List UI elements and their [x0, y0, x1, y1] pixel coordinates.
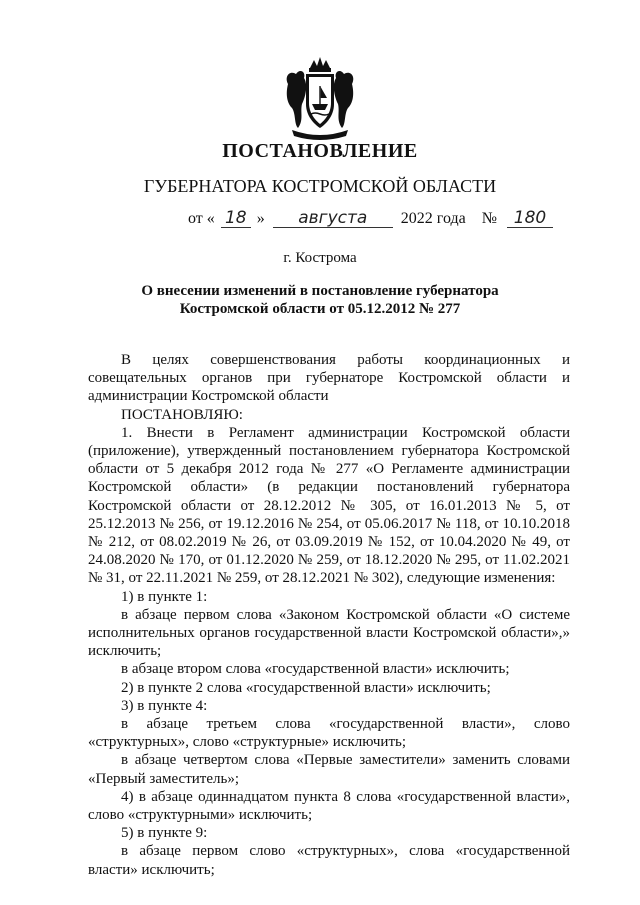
list-item: в абзаце четвертом слова «Первые заместители» заменить словами «Первый заместитель»; — [88, 752, 570, 787]
list-item: в абзаце первом слова «Законом Костромской области «О системе исполнительных органов государственной власти Костромской области»,» исключить; — [88, 606, 570, 660]
document-type-title: ПОСТАНОВЛЕНИЕ — [222, 140, 418, 162]
issuer-title: ГУБЕРНАТОРА КОСТРОМСКОЙ ОБЛАСТИ — [143, 176, 497, 196]
preamble-paragraph: В целях совершенствования работы координационных и совещательных органов при губернаторе Костромской области и администрации Костромской области — [88, 352, 570, 405]
coat-of-arms-emblem — [280, 54, 360, 140]
date-number-line — [188, 210, 553, 228]
subject-line-1: О внесении изменений в постановление губернатора — [141, 283, 499, 299]
list-item: 1) в пункте 1: — [121, 588, 208, 605]
date-prefix: от « — [188, 210, 215, 227]
date-day-handwritten: 18 — [221, 210, 251, 228]
document-number-handwritten: 180 — [507, 210, 553, 228]
list-item: в абзаце первом слово «структурных», слова «государственной власти» исключить; — [88, 843, 570, 878]
list-item: в абзаце втором слова «государственной власти» исключить; — [121, 661, 510, 678]
list-item: 5) в пункте 9: — [121, 825, 208, 842]
resolve-word: ПОСТАНОВЛЯЮ: — [121, 406, 243, 423]
date-month-handwritten: августа — [273, 210, 393, 228]
list-item: 2) в пункте 2 слова «государственной власти» исключить; — [121, 679, 491, 696]
list-item: 4) в абзаце одиннадцатом пункта 8 слова «государственной власти», слово «структурными» исключить; — [88, 788, 570, 824]
subject-heading — [120, 282, 520, 318]
date-close-quote: » — [256, 210, 265, 227]
date-year: 2022 года — [400, 210, 466, 227]
list-item: в абзаце третьем слова «государственной власти», слово «структурных», слово «структурные» исключить; — [88, 716, 570, 751]
subject-line-2: Костромской области от 05.12.2012 № 277 — [179, 301, 461, 317]
paragraph-1: 1. Внести в Регламент администрации Костромской области (приложение), утвержденный постановлением губернатора Костромской области от 5 декабря 2012 года № 277 «О Регламенте администрации Костромской области» (в редакции постановлений губернатора Костромской области от 28.12.2012 № 305, от 16.01.2013 № 5, от 25.12.2013 № 256, от 19.12.2016 № 254, от 05.06.2017 № 118, от 10.10.2018 № 212, от 08.02.2019 № 26, от 03.09.2019 № 152, от 10.04.2020 № 49, от 24.08.2020 № 170, от 01.12.2020 № 259, от 18.12.2020 № 295, от 11.02.2021 № 31, от 22.11.2021 № 259, от 28.12.2021 № 302), следующие изменения: — [88, 424, 570, 587]
list-item: 3) в пункте 4: — [121, 697, 208, 714]
document-body — [88, 351, 570, 879]
number-sign: № — [481, 210, 497, 227]
city-name: г. Кострома — [283, 250, 357, 266]
